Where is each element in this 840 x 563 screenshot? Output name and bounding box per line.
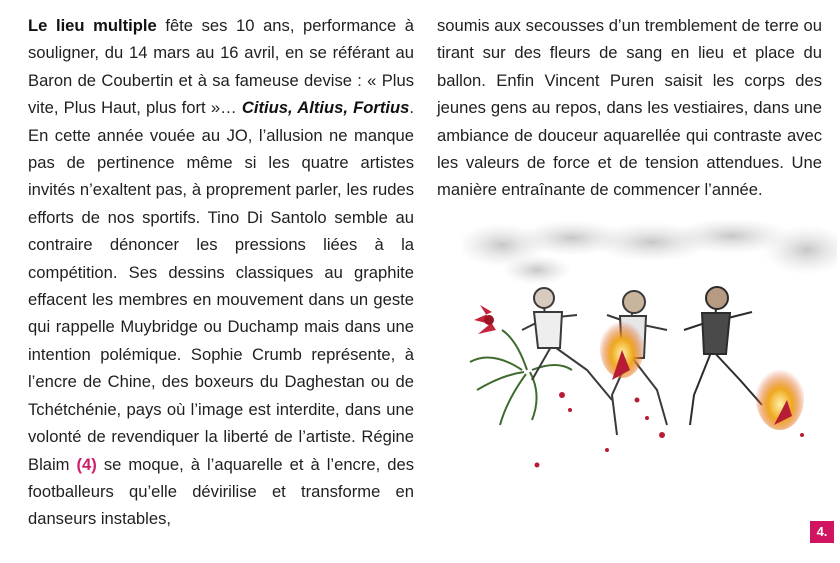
figure-number-badge: 4. <box>810 521 834 543</box>
article-lead: Le lieu multiple <box>28 16 157 35</box>
left-column <box>28 12 414 533</box>
red-flower-left <box>474 305 496 334</box>
right-column <box>437 12 822 204</box>
smoke-cloud <box>462 220 837 285</box>
olympic-motto: Citius, Altius, Fortius <box>241 98 410 118</box>
body-text-1: fête ses 10 ans, performance à souligner, du 14 mars au 16 avril, en se référant au Baron de Coubertin et à sa fameuse devise : « Plus vite, Plus Haut, plus fort »… <box>28 16 414 118</box>
figure-reference: (4) <box>76 454 97 474</box>
body-text-3: se moque, à l’aquarelle et à l’encre, des footballeurs qu’elle dévirilise et transforme en danseurs instables, <box>28 454 414 529</box>
footballer-3 <box>684 287 762 425</box>
body-text-right: soumis aux secousses d’un tremblement de terre ou tirant sur des fleurs de sang en lieu et place du ballon. Enfin Vincent Puren saisit les corps des jeunes gens au repos, dans les vestiaires, dans une ambiance de douceur aquarellée qui contraste avec les valeurs de force et de tension attendues. Une manière entraînante de commencer l’année. <box>437 16 822 200</box>
football-illustration <box>462 220 837 490</box>
body-text-2: . En cette année vouée au JO, l’allusion ne manque pas de pertinence même si les quatre artistes invités n’exaltent pas, à proprement parler, les rudes efforts de nos sportifs. Tino Di Santolo semble au contraire dénoncer les pressions liées à la compétition. Ses dessins classiques au graphite effacent les membres en mouvement dans un geste qui rappelle Muybridge ou Duchamp mais dans une intention polémique. Sophie Crumb représente, à l’encre de Chine, des boxeurs du Daghestan ou de Tchétchénie, pays où l’image est interdite, dans une volonté de revendiquer la liberté de l’artiste. Régine Blaim <box>28 98 415 474</box>
